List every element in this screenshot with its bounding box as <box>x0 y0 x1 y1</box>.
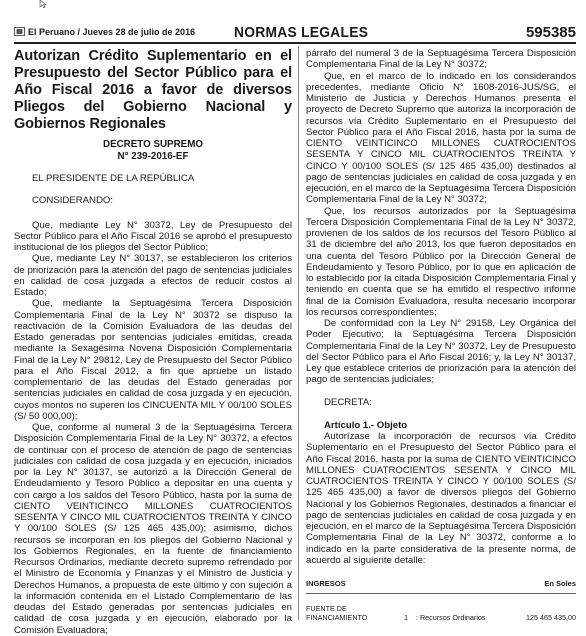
president-line: EL PRESIDENTE DE LA REPÚBLICA <box>32 173 195 184</box>
table-head-currency: En Soles <box>544 579 576 588</box>
table-cell-source: FUENTE DE FINANCIAMIENTO <box>306 604 368 623</box>
paragraph-6: Que, los recursos autorizados por la Septuagésima Tercera Disposición Complementaria Final de la Ley N° 30372, provienen de los saldos de los recursos del Tesoro Público al 31 de diciembre del año 2013, los que fueron depositados en una cuenta del Tesoro Público por la Dirección General de Endeudamiento y Tesoro Público, por lo que en aplicación de lo establecido por la citada Disposición Complementaria Final y teniendo en cuenta que se ha emitido el respectivo informe final de la Comisión Evaluadora, resulta necesario incorporar los recursos correspondientes; <box>306 205 576 318</box>
mouse-cursor-icon <box>39 0 51 8</box>
paragraph-3: Que, mediante la Septuagésima Tercera Disposición Complementaria Final de la Ley N° 30372 se dispuso la reactivación de la Comisión Evaluadora de las deudas del Estado generadas por sentencias judiciales emitidas, creada mediante la Sexagésima Novena Disposición Complementaria Final de la Ley N° 29812, Ley de Presupuesto del Sector Público para el Año Fiscal 2012, a fin que apruebe un listado complementario de las deudas del Estado generadas por sentencias judiciales en calidad de cosa juzgada y en ejecución, cuyos montos no superen los CINCUENTA MIL Y 00/100 SOLES (S/ 50 000,00); <box>14 298 292 422</box>
paragraph-2: Que, mediante Ley N° 30137, se establecieron los criterios de priorización para la atención del pago de sentencias judiciales en calidad de cosa juzgada a efectos de reducir costos al Estado; <box>14 253 292 298</box>
header-left-text: El Peruano / Jueves 28 de julio de 2016 <box>28 27 196 37</box>
decree-label: DECRETO SUPREMO <box>103 139 203 150</box>
paragraph-5: Que, en el marco de lo indicado en los considerandos precedentes, mediante Oficio N° 1608-2016-JUS/SG, el Ministerio de Justicia y Derechos Humanos presenta el proyecto de Decreto Supremo que autoriza la incorporación de recursos vía Crédito Suplementario en el Presupuesto del Sector Público para el Año Fiscal 2016, hasta por la suma de CIENTO VEINTICINCO MILLONES CUATROCIENTOS SESENTA Y CINCO MIL CUATROCIENTOS TREINTA Y CINCO Y 00/100 SOLES (S/ 125 465 435,00) destinados al pago de sentencias judiciales en calidad de cosa juzgada y en ejecución, en el marco de la Septuagésima Tercera Disposición Complementaria Final de la Ley N° 30372; <box>306 70 576 206</box>
decree-number: N° 239-2016-EF <box>117 150 189 162</box>
paragraph-continued: párrafo del numeral 3 de la Septuagésima Tercera Disposición Complementaria Final de la Ley N° 30372; <box>306 48 576 71</box>
table-cell-description: : Recursos Ordinarios <box>416 613 486 623</box>
article-1-title: Artículo 1.- Objeto <box>324 419 408 431</box>
paragraph-7: De conformidad con la Ley N° 29158, Ley Orgánica del Poder Ejecutivo; la Septuagésima Tercera Disposición Complementaria Final de la Ley N° 30372, Ley de Presupuesto del Sector Público para el Año Fiscal 2016; y, la Ley N° 30137, Ley que establece criterios de priorización para la atención del pago de sentencias judiciales; <box>306 318 576 386</box>
table-head-ingresos: INGRESOS <box>306 579 346 588</box>
table-divider <box>306 593 576 594</box>
decreta-heading: DECRETA: <box>324 396 372 408</box>
budget-table-header <box>306 575 576 589</box>
page-header <box>14 24 576 42</box>
header-page-number: 595385 <box>525 24 576 41</box>
paragraph-4: Que, conforme al numeral 3 de la Septuagésima Tercera Disposición Complementaria Final de la Ley N° 30372, a efectos de continuar con el proceso de atención de pago de sentencias judiciales con calidad de cosa juzgada y en ejecución, iniciados por la Ley N° 30137, se autorizó a la Dirección General de Endeudamiento y Tesoro Público a depositar en una cuenta y con cargo a los saldos del Tesoro Público, hasta por la suma de CIENTO VEINTICINCO MILLONES CUATROCIENTOS SESENTA Y CINCO MIL CUATROCIENTOS TREINTA Y CINCO Y 00/100 SOLES (S/ 125 465 435,00); asimismo, dichos recursos se incorporan en los pliegos del Gobierno Nacional y los Gobiernos Regionales, en la fuente de financiamiento Recursos Ordinarios, mediante decreto supremo refrendado por el Ministro de Economía y Finanzas y el Ministro de Justicia y Derechos Humanos, a propuesta de este último y con sujeción a la información contenida en el Listado Complementario de las deudas del Estado generadas por sentencias judiciales en calidad de cosa juzgada y en ejecución, elaborado por la Comisión Evaluadora; <box>14 422 292 636</box>
header-section-title: NORMAS LEGALES <box>234 24 369 41</box>
considerando-heading: CONSIDERANDO: <box>32 195 114 207</box>
coat-of-arms-icon <box>14 27 25 36</box>
table-cell-amount: 125 465 435,00 <box>526 613 576 623</box>
right-column <box>306 48 576 622</box>
header-rule <box>14 42 576 44</box>
left-column <box>14 48 292 636</box>
table-cell-number: 1 <box>404 613 408 623</box>
column-divider <box>298 46 299 620</box>
header-publication <box>14 27 195 37</box>
document-title: Autorizan Crédito Suplementario en el Presupuesto del Sector Público para el Año Fiscal 2016 a favor de diversos Pliegos del Gobierno Nacional y Gobiernos Regionales <box>14 48 292 132</box>
article-1-body: Autorízase la incorporación de recursos vía Crédito Suplementario en el Presupuesto del Sector Público para el Año Fiscal 2016, hasta por la suma de CIENTO VEINTICINCO MILLONES CUATROCIENTOS SESENTA Y CINCO MIL CUATROCIENTOS TREINTA Y CINCO Y 00/100 SOLES (S/ 125 465 435,00) a favor de diversos pliegos del Gobierno Nacional y los Gobiernos Regionales, destinados a financiar el pago de sentencias judiciales en calidad de cosa juzgada y en ejecución, en el marco de la Septuagésima Tercera Disposición Complementaria Final de la Ley N° 30372, conforme a lo indicado en la parte considerativa de la presente norma, de acuerdo al siguiente detalle: <box>306 431 576 566</box>
paragraph-1: Que, mediante Ley N° 30372, Ley de Presupuesto del Sector Público para el Año Fiscal 2016 se aprobó el presupuesto institucional de los pliegos del Sector Público; <box>14 219 292 253</box>
